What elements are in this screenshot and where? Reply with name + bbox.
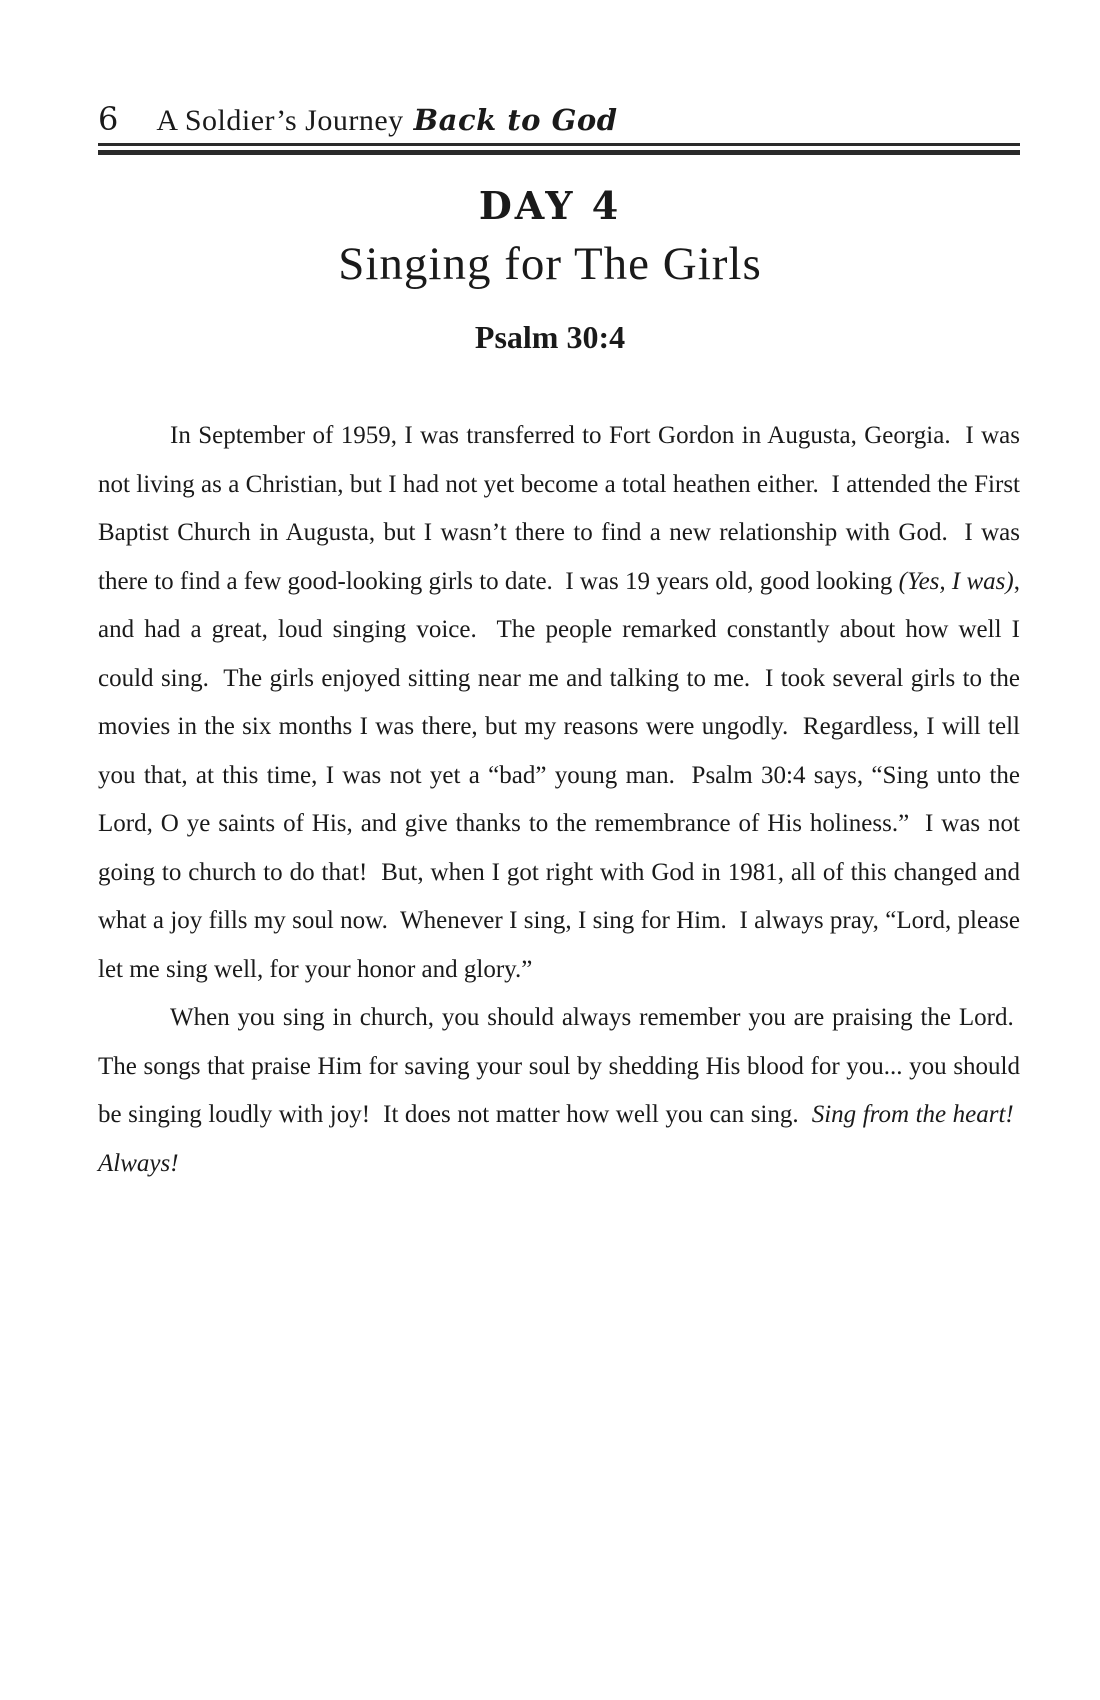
scripture-reference: Psalm 30:4	[474, 319, 626, 355]
chapter-title: Singing for The Girls	[338, 238, 762, 290]
paragraph	[98, 412, 1020, 994]
text-segment: , and had a great, loud singing voice. The people remarked constantly about how well I could sing. The girls enjoyed sitting near me and talking to me. I took several girls to the movies in the six months I was there, but my reasons were ungodly. Regardless, I will tell you that, at this time, I was not yet a “bad” young man. Psalm 30:4 says, “Sing unto the Lord, O ye saints of His, and give thanks to the remembrance of His holiness.” I was not going to church to do that! But, when I got right with God in 1981, all of this changed and what a joy fills my soul now. Whenever I sing, I sing for Him. I always pray, “Lord, please let me sing well, for your honor and glory.”	[98, 567, 1020, 983]
book-title-text: A Soldier’s Journey	[156, 104, 404, 137]
italic-text-segment: Sing from the heart! Always!	[98, 1101, 1020, 1177]
text-segment: In September of 1959, I was transferred to Fort Gordon in Augusta, Georgia. I was not living as a Christian, but I had not yet become a total heathen either. I attended the First Baptist Church in Augusta, but I wasn’t there to find a new relationship with God. I was there to find a few good-looking girls to date. I was 19 years old, good looking	[98, 422, 1020, 595]
book-title-emphasis: Back to God	[413, 103, 618, 137]
italic-text-segment: (Yes, I was)	[898, 567, 1014, 595]
chapter-day-heading: DAY 4	[478, 183, 622, 228]
running-book-title	[156, 104, 617, 137]
text-segment: When you sing in church, you should always remember you are praising the Lord. The songs that praise Him for saving your soul by shedding His blood for you... you should be singing loudly with joy! It does not matter how well you can sing.	[98, 1004, 1020, 1128]
page-number: 6	[98, 100, 119, 138]
paragraph	[98, 994, 1020, 1188]
body-text	[98, 412, 1020, 1188]
page-header	[98, 101, 1020, 139]
header-double-rule	[98, 143, 1020, 155]
